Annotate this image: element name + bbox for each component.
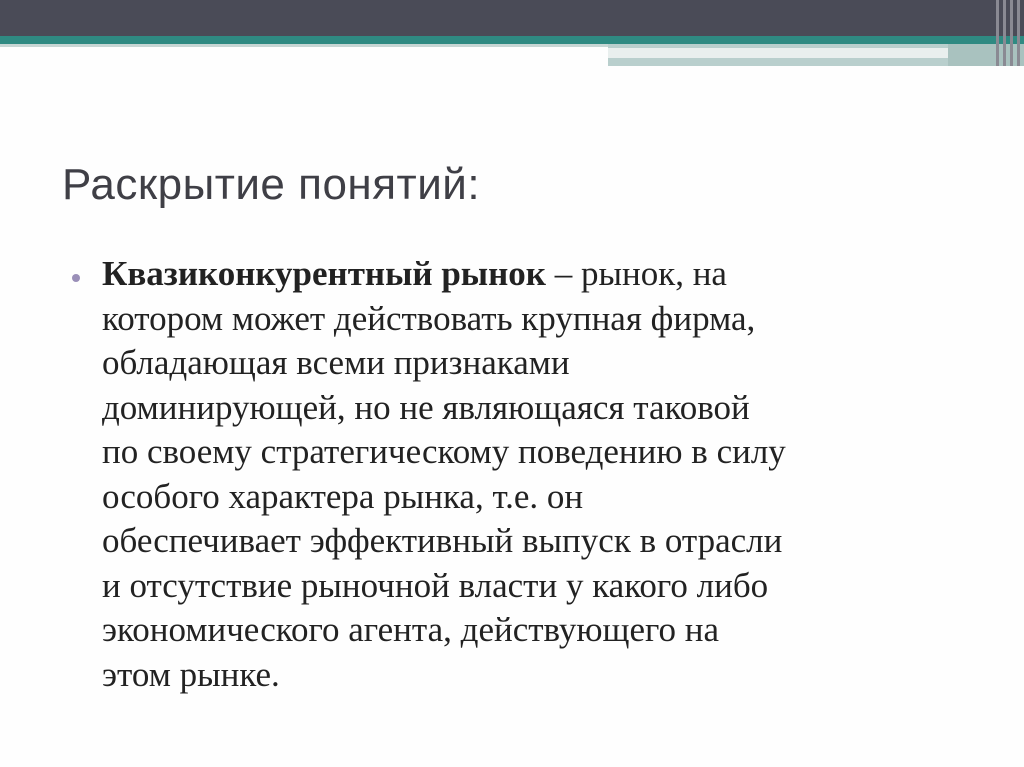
bullet-line: по своему стратегическому поведению в силу bbox=[102, 432, 786, 471]
bullet-line: этом рынке. bbox=[102, 654, 280, 694]
slide-title: Раскрытие понятий: bbox=[62, 160, 481, 209]
bullet-line: обладающая всеми признаками bbox=[102, 343, 570, 382]
header-vertical-line bbox=[996, 0, 999, 66]
bullet-line: обеспечивает эффективный выпуск в отрасли bbox=[102, 521, 783, 560]
header-vertical-line bbox=[1017, 0, 1020, 66]
bullet-line: особого характера рынка, т.е. он bbox=[102, 476, 584, 516]
bullet-line: котором может действовать крупная фирма, bbox=[102, 298, 756, 338]
bullet-first-line-rest: – рынок, на bbox=[545, 254, 727, 293]
bullet-term: Квазиконкурентный рынок bbox=[102, 254, 546, 293]
header-band-dark bbox=[0, 0, 1024, 36]
header-right-inner-stripe bbox=[608, 48, 948, 58]
bullet-dot-icon bbox=[72, 274, 80, 282]
bullet-item bbox=[72, 252, 972, 697]
header-vertical-line bbox=[1003, 0, 1006, 66]
header-vertical-line bbox=[1010, 0, 1013, 66]
header-band-teal bbox=[0, 36, 1024, 44]
bullet-line: доминирующей, но не являющаяся таковой bbox=[102, 387, 750, 427]
bullet-text bbox=[102, 252, 972, 697]
bullet-line-first bbox=[102, 252, 972, 297]
header-thin-line bbox=[0, 44, 610, 47]
bullet-line: экономического агента, действующего на bbox=[102, 610, 720, 649]
bullet-line: и отсутствие рыночной власти у какого либо bbox=[102, 565, 769, 605]
